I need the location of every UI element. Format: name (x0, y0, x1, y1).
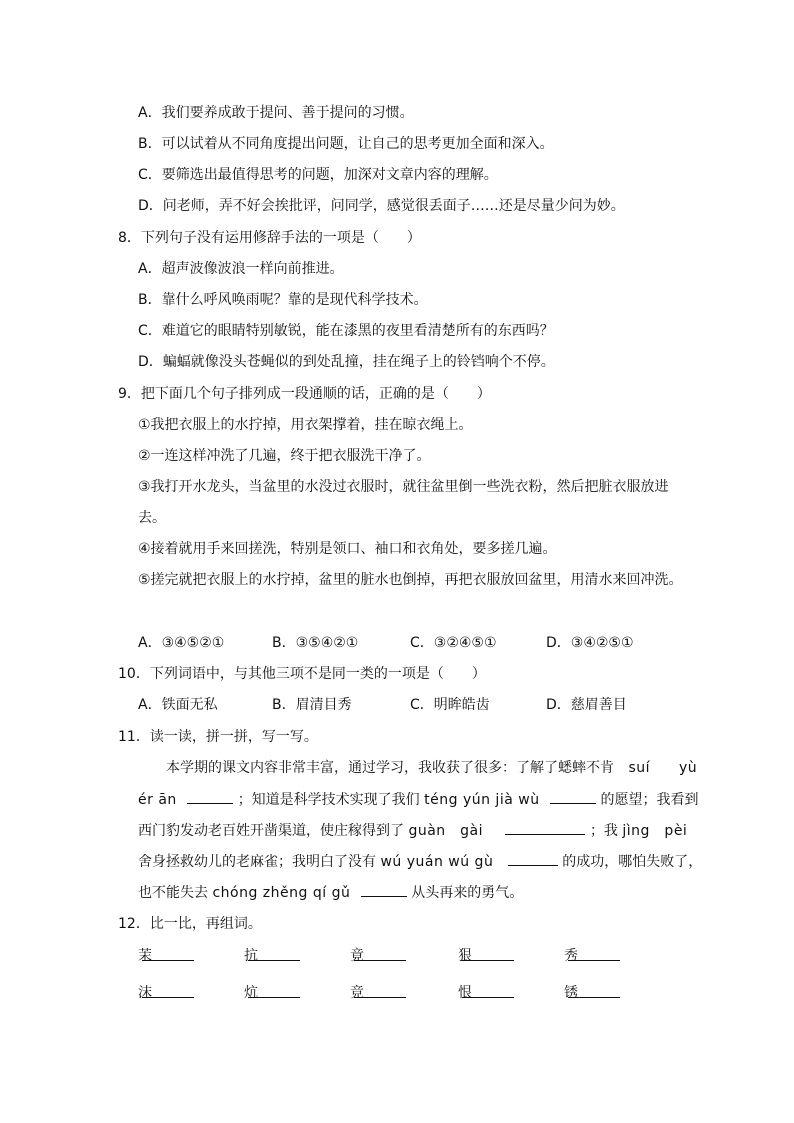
q12-char-text: 竞 (350, 985, 364, 1001)
q11-line-5 (138, 882, 523, 903)
q8-option-a: A．超声波像波浪一样向前推进。 (138, 261, 344, 277)
answer-blank[interactable] (354, 983, 406, 998)
q12-char-text: 沫 (138, 985, 152, 1001)
q7-option-c: C．要筛选出最值得思考的问题，加深对文章内容的理解。 (138, 167, 498, 183)
q11-text: 舍身拯救幼儿的老麻雀；我明白了没有 (138, 854, 376, 870)
q12-char-text: 茉 (138, 948, 152, 964)
q11-stem: 11．读一读，拼一拼，写一写。 (118, 729, 318, 745)
q12-char-text: 恨 (458, 985, 472, 1001)
q9-option-c: C．③②④⑤① (410, 635, 497, 651)
q11-pinyin: suí yù (628, 760, 698, 776)
q9-stem: 9．把下面几个句子排列成一段通顺的话，正确的是（ ） (118, 386, 491, 402)
answer-blank[interactable] (142, 983, 194, 998)
q11-pinyin: wú yuán wú gù (380, 854, 494, 870)
q11-text: ；知道是科学技术实现了我们 (237, 792, 420, 808)
answer-blank[interactable] (568, 946, 620, 961)
q9-option-b: B．③⑤④②① (272, 635, 359, 651)
q11-text: 的愿望；我看到 (600, 792, 699, 808)
answer-blank[interactable] (248, 983, 300, 998)
q9-sentence-3-cont: 去。 (138, 510, 166, 526)
q12-char-text: 狠 (458, 948, 472, 964)
answer-blank[interactable] (550, 789, 596, 804)
answer-blank[interactable] (361, 882, 407, 897)
q8-option-c: C．难道它的眼睛特别敏锐，能在漆黑的夜里看清楚所有的东西吗？ (138, 323, 554, 339)
q11-pinyin: ér ān (138, 792, 177, 808)
q11-pinyin: jìng pèi (622, 823, 688, 839)
answer-blank[interactable] (568, 983, 620, 998)
q12-char-text: 竟 (350, 948, 364, 964)
q10-option-c: C．明眸皓齿 (410, 697, 490, 713)
answer-blank[interactable] (248, 946, 300, 961)
answer-blank[interactable] (505, 820, 585, 835)
q10-option-a: A．铁面无私 (138, 697, 218, 713)
q11-line-4 (138, 851, 702, 872)
q11-text: 从头再来的勇气。 (411, 885, 524, 901)
q11-pinyin: guàn gài (408, 823, 484, 839)
q11-text: ；我 (589, 823, 618, 839)
q9-sentence-5: ⑤搓完就把衣服上的水拧掉，盆里的脏水也倒掉，再把衣服放回盆里，用清水来回冲洗。 (138, 572, 683, 588)
q11-text: 的成功，哪怕失败了， (562, 854, 703, 870)
q8-option-b: B．靠什么呼风唤雨呢？靠的是现代科学技术。 (138, 292, 428, 308)
q11-pinyin: téng yún jià wù (424, 792, 540, 808)
answer-blank[interactable] (462, 983, 514, 998)
q11-line-1 (166, 758, 697, 778)
q11-line-2 (138, 789, 698, 810)
q9-option-a: A．③④⑤②① (138, 635, 225, 651)
q11-line-3 (138, 820, 687, 841)
q9-sentence-1: ①我把衣服上的水拧掉，用衣架撑着，挂在晾衣绳上。 (138, 417, 473, 433)
answer-blank[interactable] (142, 946, 194, 961)
q11-pinyin: chóng zhěng qí gǔ (212, 885, 351, 901)
q7-option-d: D．问老师，弄不好会挨批评，问同学，感觉很丢面子……还是尽量少问为妙。 (138, 198, 625, 214)
q9-sentence-3: ③我打开水龙头，当盆里的水没过衣服时，就往盆里倒一些洗衣粉，然后把脏衣服放进 (138, 479, 669, 495)
q12-char-text: 秀 (564, 948, 578, 964)
q9-sentence-2: ②一连这样冲洗了几遍，终于把衣服洗干净了。 (138, 448, 431, 464)
q8-option-d: D．蝙蝠就像没头苍蝇似的到处乱撞，挂在绳子上的铃铛响个不停。 (138, 354, 555, 370)
q10-option-b: B．眉清目秀 (272, 697, 352, 713)
q10-option-d: D．慈眉善目 (546, 697, 627, 713)
answer-blank[interactable] (187, 789, 233, 804)
q7-option-b: B．可以试着从不同角度提出问题，让自己的思考更加全面和深入。 (138, 136, 554, 152)
q10-stem: 10．下列词语中，与其他三项不是同一类的一项是（ ） (118, 666, 486, 682)
answer-blank[interactable] (462, 946, 514, 961)
q9-option-d: D．③④②⑤① (546, 635, 634, 651)
answer-blank[interactable] (354, 946, 406, 961)
q7-option-a: A．我们要养成敢于提问、善于提问的习惯。 (138, 105, 414, 121)
q12-stem: 12．比一比，再组词。 (118, 916, 262, 932)
q8-stem: 8．下列句子没有运用修辞手法的一项是（ ） (118, 230, 421, 246)
q12-char-text: 炕 (244, 985, 258, 1001)
q12-char-text: 抗 (244, 948, 258, 964)
q11-text: 也不能失去 (138, 885, 208, 901)
q11-text: 本学期的课文内容非常丰富，通过学习，我收获了很多：了解了蟋蟀不肯 (166, 760, 614, 776)
q12-char-text: 锈 (564, 985, 578, 1001)
q9-sentence-4: ④接着就用手来回搓洗，特别是领口、袖口和衣角处，要多搓几遍。 (138, 541, 557, 557)
q11-text: 西门豹发动老百姓开凿渠道，使庄稼得到了 (138, 823, 404, 839)
answer-blank[interactable] (508, 851, 558, 866)
